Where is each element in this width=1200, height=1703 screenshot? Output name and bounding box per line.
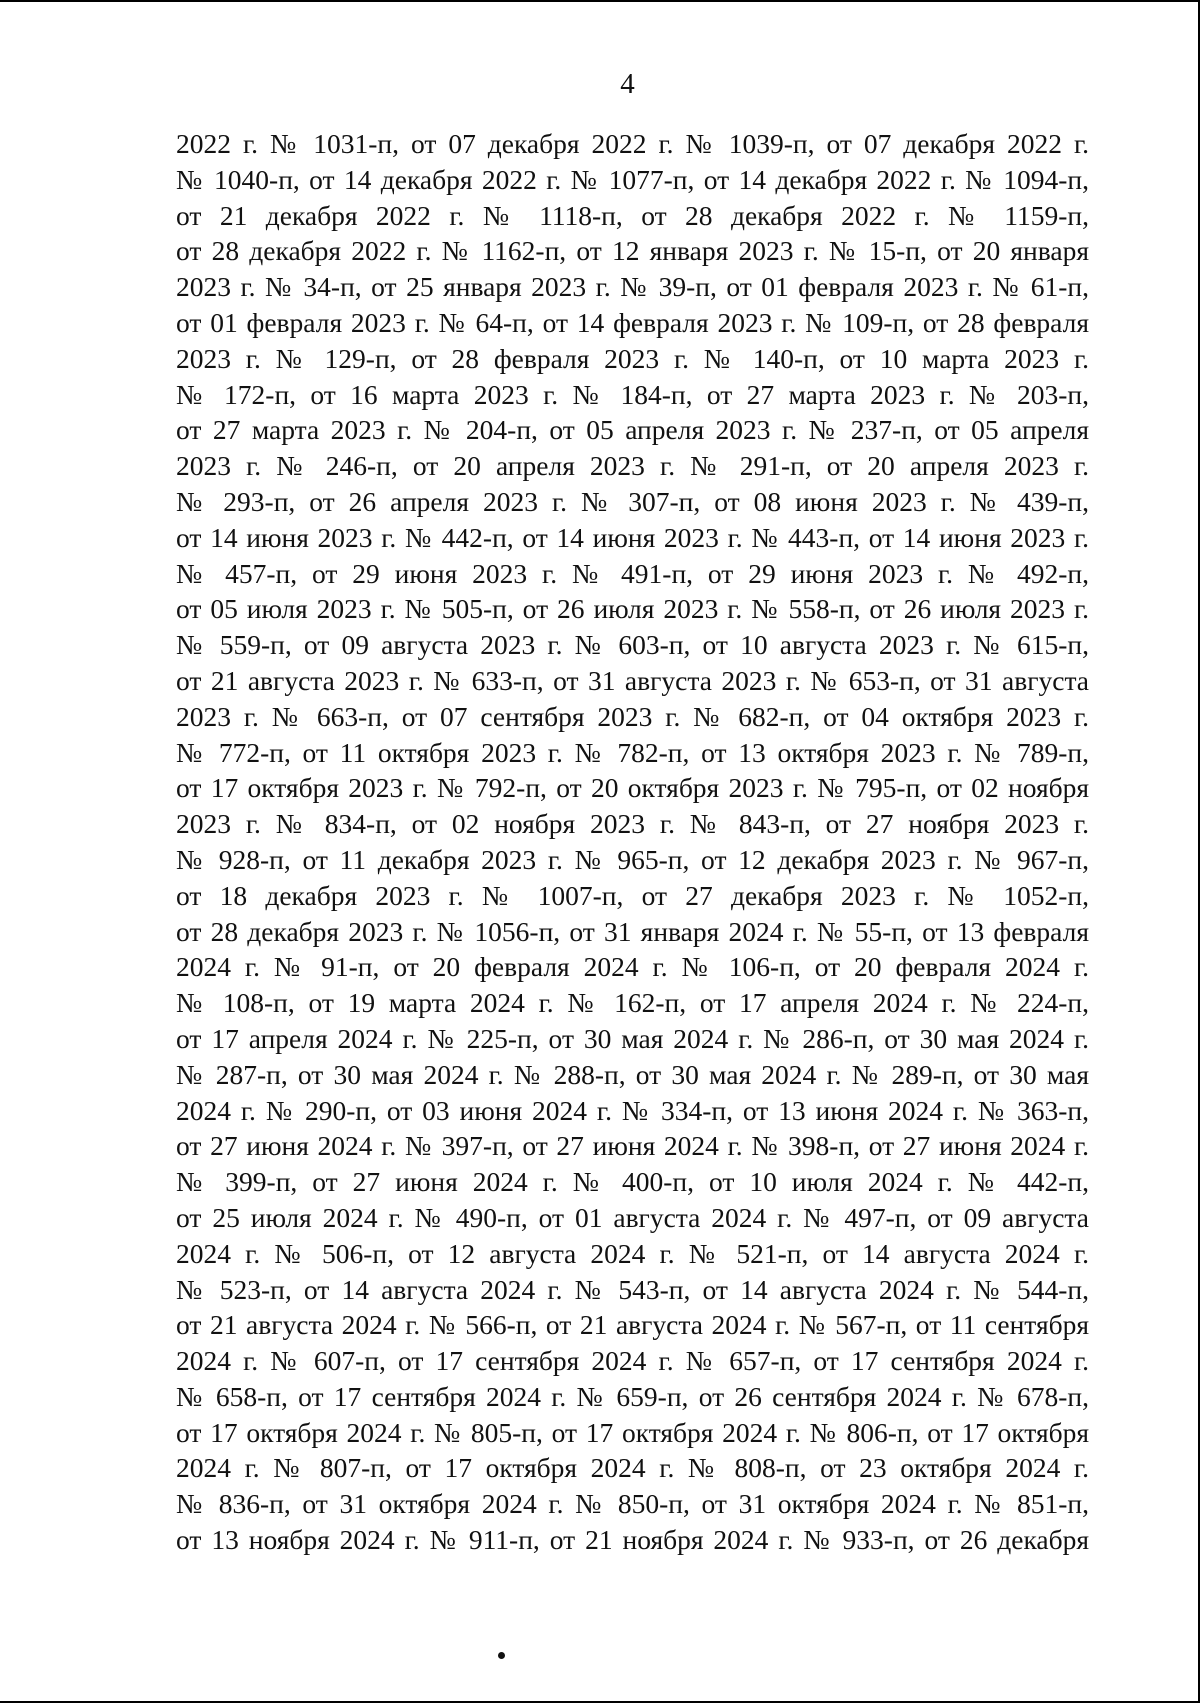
text-line: № 523-п, от 14 августа 2024 г. № 543-п, от 14 августа 2024 г. № 544-п, xyxy=(176,1273,1089,1305)
text-line: от 21 августа 2024 г. № 566-п, от 21 августа 2024 г. № 567-п, от 11 сентября xyxy=(176,1309,1089,1341)
text-line: 2023 г. № 34-п, от 25 января 2023 г. № 39-п, от 01 февраля 2023 г. № 61-п, xyxy=(176,271,1089,303)
text-line: от 17 октября 2023 г. № 792-п, от 20 октября 2023 г. № 795-п, от 02 ноября xyxy=(176,772,1089,804)
text-line: от 17 октября 2024 г. № 805-п, от 17 октября 2024 г. № 806-п, от 17 октября xyxy=(176,1416,1089,1448)
scan-dot-mark xyxy=(498,1652,505,1659)
text-line: от 28 декабря 2022 г. № 1162-п, от 12 января 2023 г. № 15-п, от 20 января xyxy=(176,235,1089,267)
text-line: от 17 апреля 2024 г. № 225-п, от 30 мая 2024 г. № 286-п, от 30 мая 2024 г. xyxy=(176,1022,1089,1054)
text-line: 2024 г. № 607-п, от 17 сентября 2024 г. № 657-п, от 17 сентября 2024 г. xyxy=(176,1345,1089,1377)
text-line: от 01 февраля 2023 г. № 64-п, от 14 февраля 2023 г. № 109-п, от 28 февраля xyxy=(176,306,1089,338)
text-line: № 108-п, от 19 марта 2024 г. № 162-п, от 17 апреля 2024 г. № 224-п, xyxy=(176,987,1089,1019)
text-line: 2024 г. № 91-п, от 20 февраля 2024 г. № 106-п, от 20 февраля 2024 г. xyxy=(176,951,1089,983)
text-line: от 21 августа 2023 г. № 633-п, от 31 августа 2023 г. № 653-п, от 31 августа xyxy=(176,664,1089,696)
text-line: № 399-п, от 27 июня 2024 г. № 400-п, от 10 июля 2024 г. № 442-п, xyxy=(176,1166,1089,1198)
text-line: от 14 июня 2023 г. № 442-п, от 14 июня 2023 г. № 443-п, от 14 июня 2023 г. xyxy=(176,521,1089,553)
text-line: № 172-п, от 16 марта 2023 г. № 184-п, от 27 марта 2023 г. № 203-п, xyxy=(176,378,1089,410)
text-line: № 457-п, от 29 июня 2023 г. № 491-п, от 29 июня 2023 г. № 492-п, xyxy=(176,557,1089,589)
text-line: № 928-п, от 11 декабря 2023 г. № 965-п, от 12 декабря 2023 г. № 967-п, xyxy=(176,843,1089,875)
text-line: № 772-п, от 11 октября 2023 г. № 782-п, от 13 октября 2023 г. № 789-п, xyxy=(176,736,1089,768)
text-line: № 293-п, от 26 апреля 2023 г. № 307-п, от 08 июня 2023 г. № 439-п, xyxy=(176,485,1089,517)
text-line: 2024 г. № 807-п, от 17 октября 2024 г. № 808-п, от 23 октября 2024 г. xyxy=(176,1452,1089,1484)
text-line: № 287-п, от 30 мая 2024 г. № 288-п, от 30 мая 2024 г. № 289-п, от 30 мая xyxy=(176,1058,1089,1090)
text-line: № 559-п, от 09 августа 2023 г. № 603-п, от 10 августа 2023 г. № 615-п, xyxy=(176,629,1089,661)
text-line: от 18 декабря 2023 г. № 1007-п, от 27 декабря 2023 г. № 1052-п, xyxy=(176,879,1089,911)
text-line: 2024 г. № 506-п, от 12 августа 2024 г. № 521-п, от 14 августа 2024 г. xyxy=(176,1237,1089,1269)
text-line: от 21 декабря 2022 г. № 1118-п, от 28 декабря 2022 г. № 1159-п, xyxy=(176,199,1089,231)
text-line: от 27 июня 2024 г. № 397-п, от 27 июня 2024 г. № 398-п, от 27 июня 2024 г. xyxy=(176,1130,1089,1162)
text-line: от 27 марта 2023 г. № 204-п, от 05 апреля 2023 г. № 237-п, от 05 апреля xyxy=(176,414,1089,446)
text-line: 2023 г. № 246-п, от 20 апреля 2023 г. № 291-п, от 20 апреля 2023 г. xyxy=(176,450,1089,482)
text-line: № 1040-п, от 14 декабря 2022 г. № 1077-п, от 14 декабря 2022 г. № 1094-п, xyxy=(176,163,1089,195)
text-line: от 25 июля 2024 г. № 490-п, от 01 августа 2024 г. № 497-п, от 09 августа xyxy=(176,1201,1089,1233)
text-line: 2023 г. № 834-п, от 02 ноября 2023 г. № 843-п, от 27 ноября 2023 г. xyxy=(176,808,1089,840)
text-line: от 13 ноября 2024 г. № 911-п, от 21 ноября 2024 г. № 933-п, от 26 декабря xyxy=(176,1524,1089,1556)
text-line: от 28 декабря 2023 г. № 1056-п, от 31 января 2024 г. № 55-п, от 13 февраля xyxy=(176,915,1089,947)
text-line: 2022 г. № 1031-п, от 07 декабря 2022 г. № 1039-п, от 07 декабря 2022 г. xyxy=(176,128,1089,159)
body-text xyxy=(176,126,1089,1558)
text-line: 2023 г. № 129-п, от 28 февраля 2023 г. № 140-п, от 10 марта 2023 г. xyxy=(176,342,1089,374)
text-line: № 836-п, от 31 октября 2024 г. № 850-п, от 31 октября 2024 г. № 851-п, xyxy=(176,1488,1089,1520)
text-line: от 05 июля 2023 г. № 505-п, от 26 июля 2023 г. № 558-п, от 26 июля 2023 г. xyxy=(176,593,1089,625)
page-number: 4 xyxy=(620,68,635,100)
text-line: 2024 г. № 290-п, от 03 июня 2024 г. № 334-п, от 13 июня 2024 г. № 363-п, xyxy=(176,1094,1089,1126)
text-line: 2023 г. № 663-п, от 07 сентября 2023 г. № 682-п, от 04 октября 2023 г. xyxy=(176,700,1089,732)
text-line: № 658-п, от 17 сентября 2024 г. № 659-п, от 26 сентября 2024 г. № 678-п, xyxy=(176,1380,1089,1412)
